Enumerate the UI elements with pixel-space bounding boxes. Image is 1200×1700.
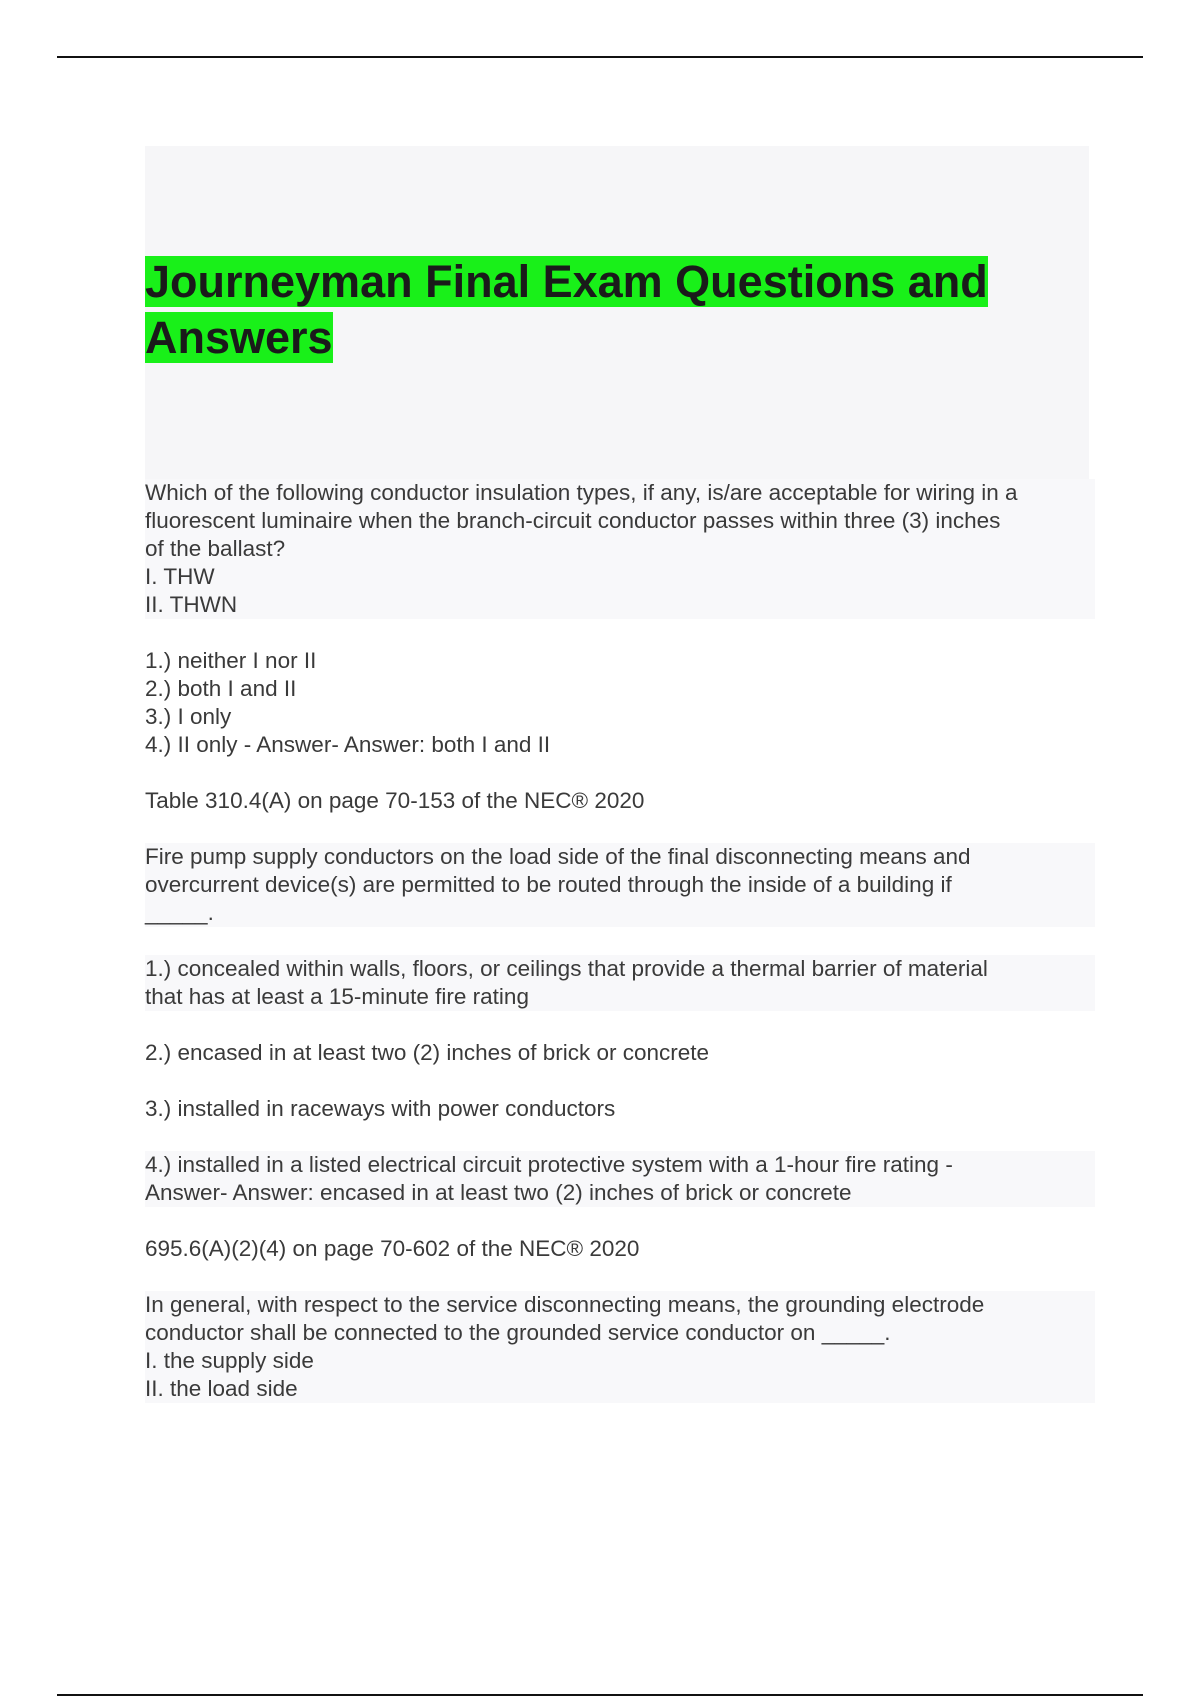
list-item: II. the load side bbox=[145, 1376, 298, 1401]
question-3-text: In general, with respect to the service disconnecting means, the grounding electrode conductor shall be connected to the grounded service conductor on _____. I. the supply side II. the load side bbox=[145, 1291, 1095, 1403]
answer-option: 3.) I only bbox=[145, 704, 232, 729]
list-item: I. THW bbox=[145, 564, 215, 589]
list-item: I. the supply side bbox=[145, 1348, 314, 1373]
title-line-1: Journeyman Final Exam Questions and bbox=[145, 256, 988, 307]
answer-option: 1.) concealed within walls, floors, or ceilings that provide a thermal barrier of material that has at least a 15-minute fire rating bbox=[145, 955, 1095, 1011]
title-line-2: Answers bbox=[145, 312, 333, 363]
question-1-text: Which of the following conductor insulation types, if any, is/are acceptable for wiring in a fluorescent luminaire when the branch-circuit conductor passes within three (3) inches of the ballast? I. THW II. THWN bbox=[145, 479, 1095, 619]
answer-option: 2.) both I and II bbox=[145, 676, 297, 701]
question-2 bbox=[145, 843, 1095, 1263]
question-3 bbox=[145, 1291, 1095, 1403]
answer-option: 3.) installed in raceways with power conductors bbox=[145, 1096, 616, 1121]
question-1-options bbox=[145, 647, 1095, 759]
answer-option: 4.) II only - Answer- Answer: both I and II bbox=[145, 732, 551, 757]
question-1 bbox=[145, 479, 1095, 815]
question-2-reference: 695.6(A)(2)(4) on page 70-602 of the NEC® 2020 bbox=[145, 1236, 640, 1261]
footer-rule bbox=[57, 1694, 1143, 1696]
answer-option: 4.) installed in a listed electrical circuit protective system with a 1-hour fire rating - Answer- Answer: encased in at least two (2) inches of brick or concrete bbox=[145, 1151, 1095, 1207]
answer-option: 2.) encased in at least two (2) inches of brick or concrete bbox=[145, 1040, 710, 1065]
question-1-reference: Table 310.4(A) on page 70-153 of the NEC® 2020 bbox=[145, 788, 645, 813]
document-body bbox=[145, 479, 1095, 1403]
list-item: II. THWN bbox=[145, 592, 238, 617]
question-2-text: Fire pump supply conductors on the load side of the final disconnecting means and overcurrent device(s) are permitted to be routed through the inside of a building if _____. bbox=[145, 843, 1095, 927]
document-title bbox=[145, 254, 1085, 366]
header-rule bbox=[57, 56, 1143, 58]
answer-option: 1.) neither I nor II bbox=[145, 648, 317, 673]
